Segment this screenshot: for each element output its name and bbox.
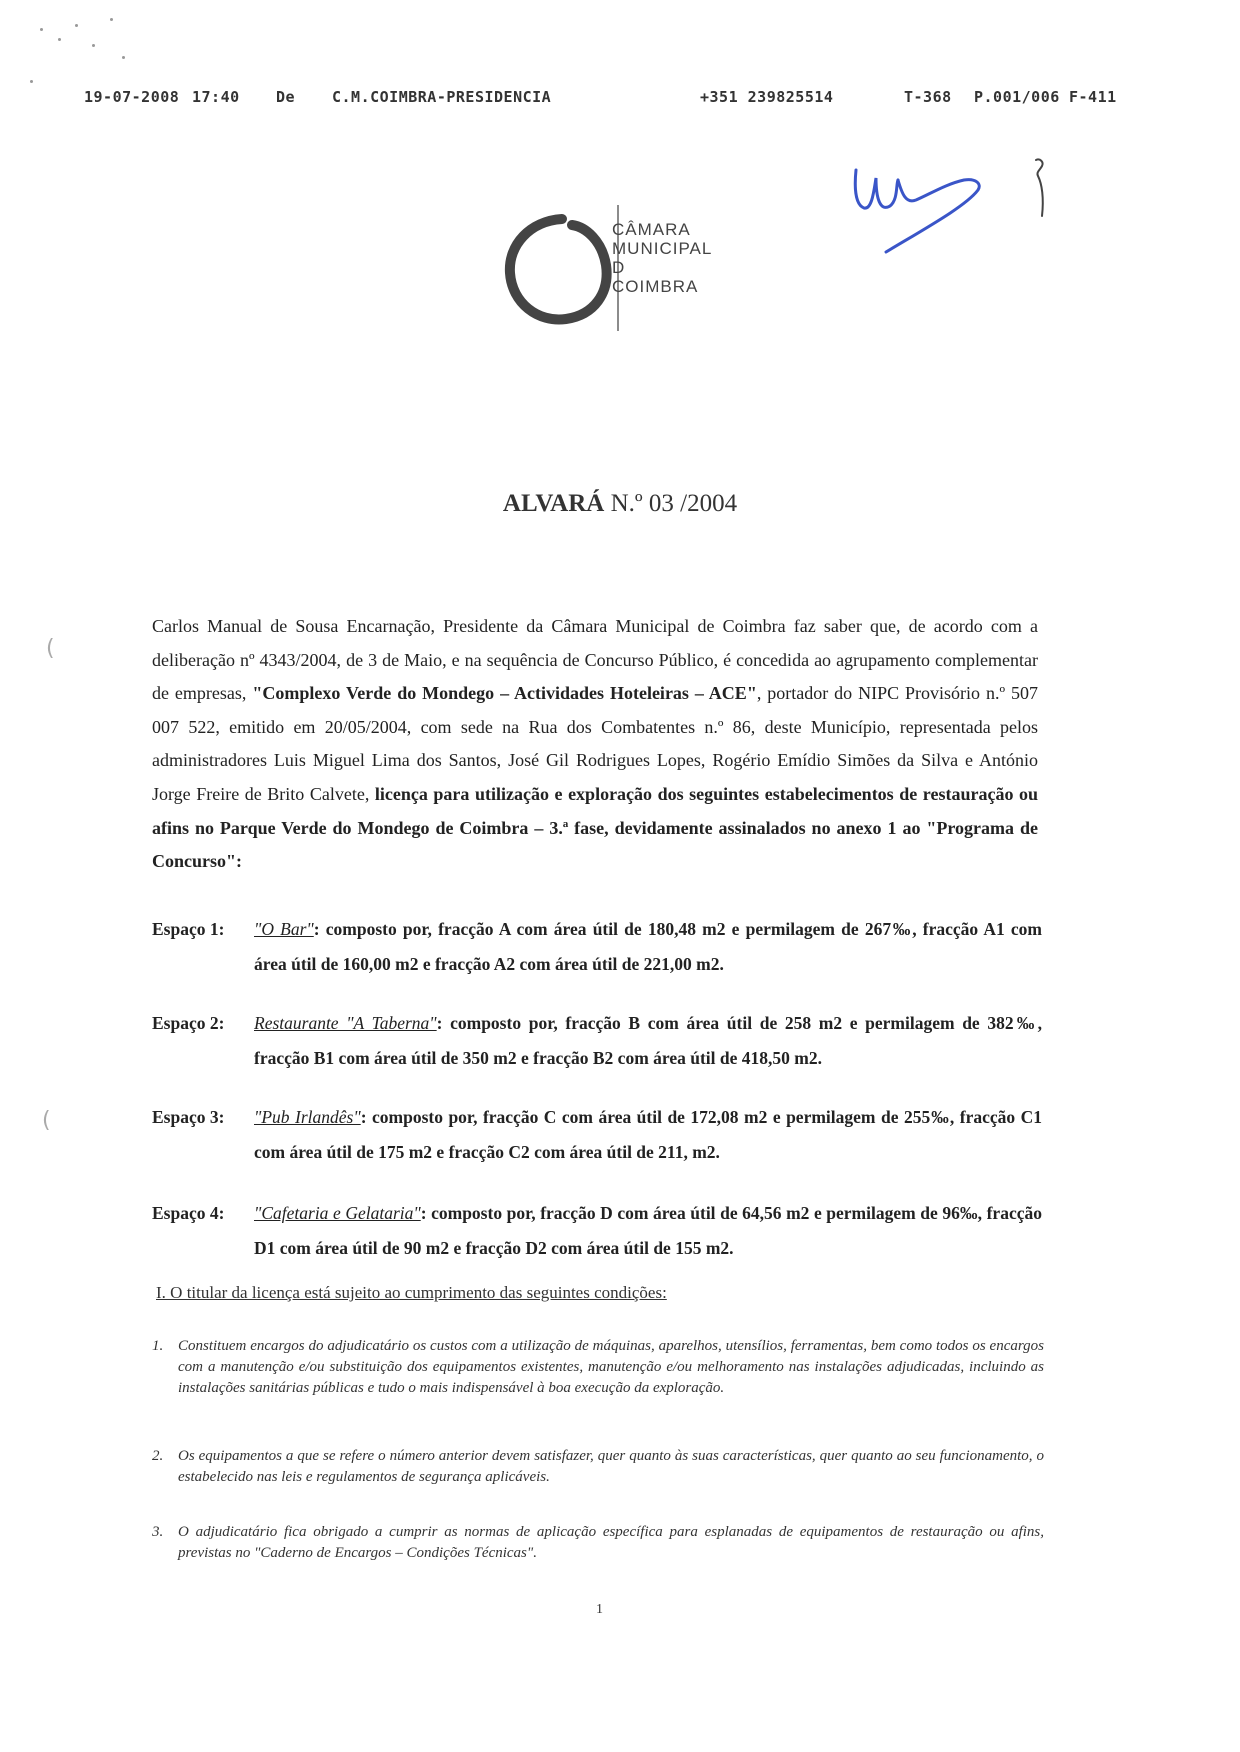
condition-item — [152, 1522, 1044, 1564]
conditions-heading: I. O titular da licença está sujeito ao cumprimento das seguintes condições: — [156, 1283, 667, 1302]
page-number: 1 — [596, 1602, 603, 1617]
espaco-name: Restaurante "A Taberna" — [254, 1013, 437, 1033]
condition-number: 2. — [152, 1448, 164, 1464]
espaco-desc: : composto por, fracção B com área útil de 258 m2 e permilagem de 382‰, fracção B1 com área útil de 350 m2 e fracção B2 com área útil de 418,50 m2. — [254, 1013, 1043, 1068]
scan-speck — [30, 80, 33, 83]
fax-t-code: T-368 — [904, 88, 952, 106]
document-title — [0, 490, 1240, 518]
condition-item — [152, 1336, 1044, 1399]
handwritten-signature — [846, 150, 1076, 270]
main-paragraph — [152, 610, 1038, 879]
espaco-desc: : composto por, fracção C com área útil de 172,08 m2 e permilagem de 255‰, fracção C1 com área útil de 175 m2 e fracção C2 com área útil de 211, m2. — [254, 1107, 1042, 1162]
espaco-desc: : composto por, fracção D com área útil de 64,56 m2 e permilagem de 96‰, fracção D1 com área útil de 90 m2 e fracção D2 com área útil de 155 m2. — [254, 1203, 1042, 1258]
paragraph-part-1: Carlos Manual de Sousa Encarnação, Presidente da Câmara Municipal de Coimbra faz saber que, de acordo com a deliberação nº 4343/2004, de 3 de Maio, e na sequência de Concurso Público, é concedida ao agrupamento complementar de empresas, — [152, 616, 1038, 704]
scan-speck — [40, 28, 43, 31]
logo-line-4: COIMBRA — [612, 277, 699, 296]
fax-from-label: De — [276, 88, 296, 106]
logo-wordmark — [612, 220, 752, 296]
espaco-label: Espaço 3: — [152, 1107, 225, 1127]
paragraph-licence-text: licença para utilização e exploração dos seguintes estabelecimentos de restauração ou afins no Parque Verde do Mondego de Coimbra – 3.ª fase, devidamente assinalados no anexo 1 ao "Programa de Concurso": — [152, 783, 1039, 872]
paragraph-company-name: "Complexo Verde do Mondego – Actividades Hoteleiras – ACE" — [252, 683, 757, 704]
espaco-item — [152, 1100, 1042, 1170]
margin-bracket: ( — [42, 1108, 51, 1133]
scan-speck — [92, 44, 95, 47]
espaco-item — [152, 1196, 1042, 1266]
fax-page-code: P.001/006 — [974, 88, 1060, 106]
condition-text: O adjudicatário fica obrigado a cumprir as normas de aplicação específica para esplanadas de equipamentos de restauração ou afins, previstas no "Caderno de Encargos – Condições Técnicas". — [178, 1524, 1044, 1561]
fax-date: 19-07-2008 — [84, 88, 180, 106]
espaco-item — [152, 912, 1042, 982]
espaco-name: "O Bar" — [254, 919, 314, 939]
paragraph-part-3: , portador do NIPC Provisório n.º 507 007 522, emitido em 20/05/2004, com sede na Rua dos Combatentes n.º 86, deste Município, representada pelos administradores Luis Miguel Lima dos Santos, José Gil Rodrigues Lopes, Rogério Emídio Simões da Silva e António Jorge Freire de Brito Calvete, — [152, 683, 1039, 804]
espaco-name: "Pub Irlandês" — [254, 1107, 361, 1127]
title-number: N.º 03 /2004 — [610, 490, 738, 517]
espaco-label: Espaço 1: — [152, 919, 225, 939]
scan-speck — [122, 56, 125, 59]
logo-line-1: CÂMARA — [612, 220, 691, 239]
condition-number: 3. — [152, 1524, 164, 1540]
scan-speck — [110, 18, 113, 21]
fax-f-code: F-411 — [1069, 88, 1117, 106]
margin-bracket: ( — [46, 636, 55, 661]
logo-line-2: MUNICIPAL — [612, 239, 713, 258]
espaco-desc: : composto por, fracção A com área útil de 180,48 m2 e permilagem de 267‰, fracção A1 com área útil de 160,00 m2 e fracção A2 com área útil de 221,00 m2. — [254, 919, 1042, 974]
fax-phone: +351 239825514 — [700, 88, 834, 106]
espaco-label: Espaço 2: — [152, 1013, 225, 1033]
scan-speck — [58, 38, 61, 41]
condition-text: Os equipamentos a que se refere o número anterior devem satisfazer, quer quanto às suas características, quer quanto ao seu funcionamento, o estabelecido nas leis e regulamentos de segurança aplicáveis. — [178, 1448, 1044, 1485]
title-label: ALVARÁ — [502, 490, 605, 517]
logo-line-3: D — [612, 258, 626, 277]
fax-time: 17:40 — [192, 88, 240, 106]
scan-speck — [75, 24, 78, 27]
fax-header — [84, 88, 1124, 112]
espaco-label: Espaço 4: — [152, 1203, 225, 1223]
condition-item — [152, 1446, 1044, 1488]
fax-sender: C.M.COIMBRA-PRESIDENCIA — [332, 88, 552, 106]
condition-text: Constituem encargos do adjudicatário os custos com a utilização de máquinas, aparelhos, utensílios, ferramentas, bem como todos os encargos com a manutenção e/ou substituição dos equipamentos existentes, manutenção e/ou melhoramento nas instalações adjudicadas, incluindo as instalações sanitárias públicas e tudo o mais indispensável à boa execução da exploração. — [178, 1338, 1044, 1396]
espaco-item — [152, 1006, 1042, 1076]
espaco-name: "Cafetaria e Gelataria" — [254, 1203, 421, 1223]
condition-number: 1. — [152, 1338, 164, 1354]
